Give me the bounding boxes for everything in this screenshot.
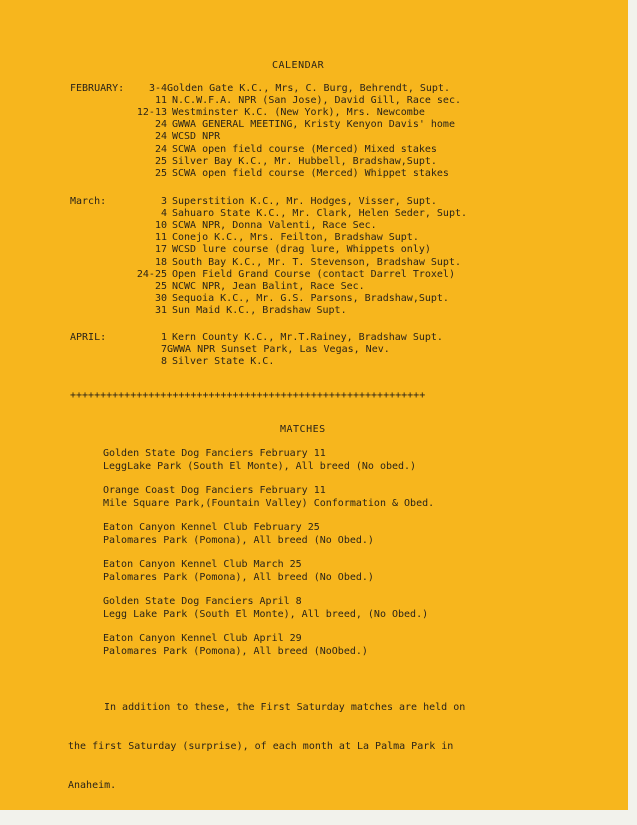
calendar-event: Westminster K.C. (New York), Mrs. Newcombe: [172, 107, 425, 119]
calendar-event: Superstition K.C., Mr. Hodges, Visser, Supt.: [172, 196, 437, 207]
calendar-date: 10: [154, 220, 167, 232]
calendar-row: [70, 131, 220, 143]
match-details: LeggLake Park (South El Monte), All breed (No obed.): [103, 461, 417, 472]
calendar-date: 31: [154, 304, 167, 316]
calendar-row: [70, 208, 467, 220]
calendar-row: [70, 332, 443, 344]
match-details: Palomares Park (Pomona), All breed (No Obed.): [103, 572, 374, 583]
match-entry: [103, 632, 368, 658]
calendar-row: [70, 305, 347, 317]
calendar-event: WCSD NPR: [172, 131, 221, 143]
calendar-date: 18: [154, 256, 167, 268]
calendar-date: 3: [160, 196, 167, 207]
calendar-row: [70, 344, 390, 356]
calendar-date: 1: [160, 332, 167, 343]
calendar-row: [70, 257, 461, 269]
calendar-row: [70, 244, 431, 256]
calendar-date: 24: [154, 131, 167, 143]
calendar-date: 7: [160, 344, 167, 356]
calendar-date: 8: [160, 356, 167, 368]
calendar-date: 24: [154, 119, 167, 131]
closing-paragraph: [68, 675, 465, 818]
calendar-event: GWWA GENERAL MEETING, Kristy Kenyon Davis' home: [172, 119, 455, 131]
match-entry: [103, 558, 374, 584]
calendar-date: 24-25: [136, 268, 167, 280]
calendar-event: Golden Gate K.C., Mrs, C. Burg, Behrendt, Supt.: [167, 83, 450, 94]
match-title: Golden State Dog Fanciers February 11: [103, 448, 326, 459]
calendar-event: SCWA NPR, Donna Valenti, Race Sec.: [172, 220, 377, 232]
calendar-row: [70, 356, 274, 368]
calendar-event: NCWC NPR, Jean Balint, Race Sec.: [172, 280, 365, 292]
calendar-date: 17: [154, 244, 167, 256]
matches-title: MATCHES: [280, 424, 326, 435]
calendar-row: [70, 281, 365, 293]
calendar-event: South Bay K.C., Mr. T. Stevenson, Bradshaw Supt.: [172, 256, 461, 268]
match-entry: [103, 521, 374, 547]
calendar-event: Sequoia K.C., Mr. G.S. Parsons, Bradshaw,Supt.: [172, 292, 449, 304]
calendar-event: Open Field Grand Course (contact Darrel Troxel): [172, 268, 455, 280]
calendar-event: Silver State K.C.: [172, 356, 275, 368]
calendar-event: Kern County K.C., Mr.T.Rainey, Bradshaw Supt.: [172, 332, 443, 343]
calendar-row: [70, 144, 437, 156]
calendar-row: [70, 107, 425, 119]
calendar-event: N.C.W.F.A. NPR (San Jose), David Gill, Race sec.: [172, 95, 461, 107]
calendar-date: 30: [154, 292, 167, 304]
calendar-row: [70, 293, 449, 305]
calendar-row: [70, 168, 449, 180]
calendar-title: CALENDAR: [272, 60, 325, 71]
calendar-date: 11: [154, 232, 167, 244]
match-title: Golden State Dog Fanciers April 8: [103, 596, 302, 607]
calendar-date: 25: [154, 167, 167, 179]
calendar-month: APRIL:: [70, 332, 107, 343]
calendar-event: Silver Bay K.C., Mr. Hubbell, Bradshaw,Supt.: [172, 155, 437, 167]
match-details: Palomares Park (Pomona), All breed (NoObed.): [103, 646, 368, 657]
calendar-month: March:: [70, 196, 107, 207]
calendar-event: Sun Maid K.C., Bradshaw Supt.: [172, 304, 347, 316]
match-details: Mile Square Park,(Fountain Valley) Conformation & Obed.: [103, 498, 435, 509]
calendar-date: 12-13: [136, 107, 167, 119]
calendar-row: [70, 269, 455, 281]
calendar-event: GWWA NPR Sunset Park, Las Vegas, Nev.: [167, 344, 390, 356]
closing-line-3: Anaheim.: [68, 780, 117, 791]
calendar-event: SCWA open field course (Merced) Mixed stakes: [172, 143, 437, 155]
calendar-row: [70, 119, 455, 131]
calendar-row: [70, 196, 437, 208]
calendar-month: FEBRUARY:: [70, 83, 125, 94]
calendar-event: WCSD lure course (drag lure, Whippets only): [172, 244, 431, 256]
match-entry: [103, 595, 428, 621]
calendar-event: Conejo K.C., Mrs. Feilton, Bradshaw Supt.: [172, 232, 419, 244]
calendar-date: 11: [154, 95, 167, 107]
calendar-row: [70, 232, 419, 244]
match-title: Eaton Canyon Kennel Club April 29: [103, 633, 302, 644]
calendar-date: 25: [154, 155, 167, 167]
match-entry: [103, 447, 416, 473]
divider-line: +++++++++++++++++++++++++++++++++++++++++++++++++++++++++++: [70, 390, 426, 401]
calendar-row: [70, 220, 377, 232]
match-title: Orange Coast Dog Fanciers February 11: [103, 485, 326, 496]
match-entry: [103, 484, 434, 510]
match-details: Palomares Park (Pomona), All breed (No Obed.): [103, 535, 374, 546]
calendar-row: [70, 83, 450, 95]
closing-line-2: the first Saturday (surprise), of each month at La Palma Park in: [68, 741, 454, 752]
closing-line-1: In addition to these, the First Saturday matches are held on: [104, 702, 466, 713]
calendar-date: 4: [160, 208, 167, 220]
calendar-event: Sahuaro State K.C., Mr. Clark, Helen Seder, Supt.: [172, 208, 468, 220]
match-details: Legg Lake Park (South El Monte), All breed, (No Obed.): [103, 609, 429, 620]
calendar-row: [70, 95, 461, 107]
match-title: Eaton Canyon Kennel Club February 25: [103, 522, 320, 533]
calendar-event: SCWA open field course (Merced) Whippet stakes: [172, 167, 449, 179]
calendar-date: 25: [154, 280, 167, 292]
calendar-row: [70, 156, 437, 168]
calendar-date: 3-4: [148, 83, 167, 94]
match-title: Eaton Canyon Kennel Club March 25: [103, 559, 302, 570]
calendar-date: 24: [154, 143, 167, 155]
